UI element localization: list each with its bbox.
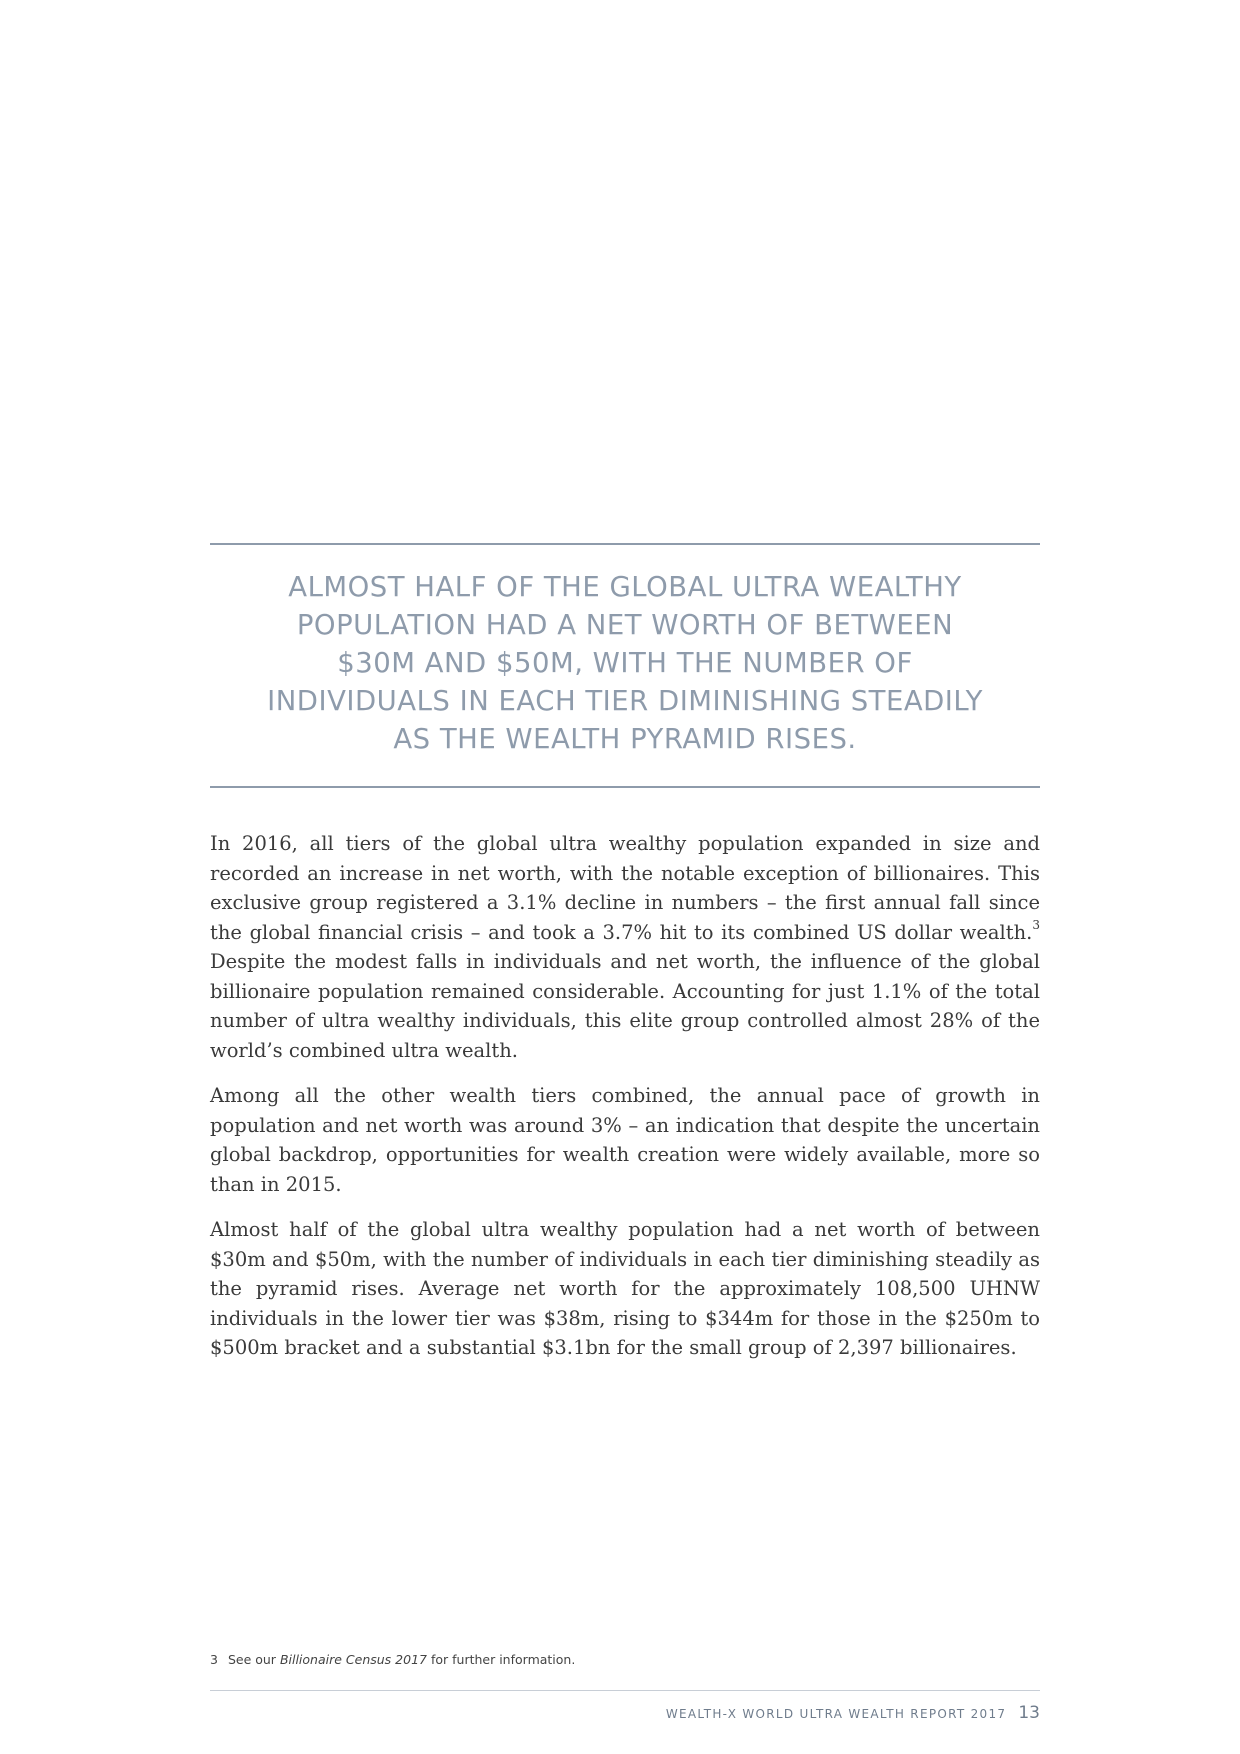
body-paragraph-1-part-a: In 2016, all tiers of the global ultra wealthy population expanded in size and recorded an increase in net worth, with the notable exception of billionaires. This exclusive group registered a 3.1% decline in numbers – the first annual fall since the global financial crisis – and took a 3.7% hit to its combined US dollar wealth. (210, 832, 1040, 944)
footer-report-title: WEALTH-X WORLD ULTRA WEALTH REPORT 2017 (665, 1707, 1007, 1721)
pull-quote-line: POPULATION HAD A NET WORTH OF BETWEEN (296, 609, 954, 641)
pull-quote (210, 543, 1040, 788)
body-paragraph-1-part-b: Despite the modest falls in individuals and net worth, the influence of the global billionaire population remained considerable. Accounting for just 1.1% of the total number of ultra wealthy individuals, this elite group controlled almost 28% of the world’s combined ultra wealth. (210, 950, 1040, 1062)
body-paragraph-2: Among all the other wealth tiers combined, the annual pace of growth in population and net worth was around 3% – an indication that despite the uncertain global backdrop, opportunities for wealth creation were widely available, more so than in 2015. (210, 1084, 1040, 1196)
footnote-suffix: for further information. (426, 1652, 576, 1667)
footnote-number: 3 (210, 1652, 218, 1667)
footnote-title: Billionaire Census 2017 (279, 1652, 427, 1667)
footnote-prefix: See our (227, 1652, 280, 1667)
footnote (210, 1652, 575, 1667)
pull-quote-line: ALMOST HALF OF THE GLOBAL ULTRA WEALTHY (288, 571, 962, 603)
pull-quote-line: $30M AND $50M, WITH THE NUMBER OF (337, 647, 913, 679)
pull-quote-bottom-rule (210, 786, 1040, 788)
page-footer (666, 1703, 1040, 1723)
footer-rule (210, 1690, 1040, 1691)
footnote-reference: 3 (1032, 918, 1040, 932)
body-paragraph-3: Almost half of the global ultra wealthy population had a net worth of between $30m and $50m, with the number of individuals in each tier diminishing steadily as the pyramid rises. Average net worth for the approximately 108,500 UHNW individuals in the lower tier was $38m, rising to $344m for those in the $250m to $500m bracket and a substantial $3.1bn for the small group of 2,397 billionaires. (210, 1218, 1040, 1359)
body-paragraph-1 (210, 829, 1040, 1065)
pull-quote-text (210, 545, 1040, 786)
article-body (210, 829, 1040, 1379)
pull-quote-line: AS THE WEALTH PYRAMID RISES. (393, 723, 857, 755)
page-number: 13 (1018, 1703, 1040, 1723)
pull-quote-line: INDIVIDUALS IN EACH TIER DIMINISHING STEADILY (267, 685, 983, 717)
